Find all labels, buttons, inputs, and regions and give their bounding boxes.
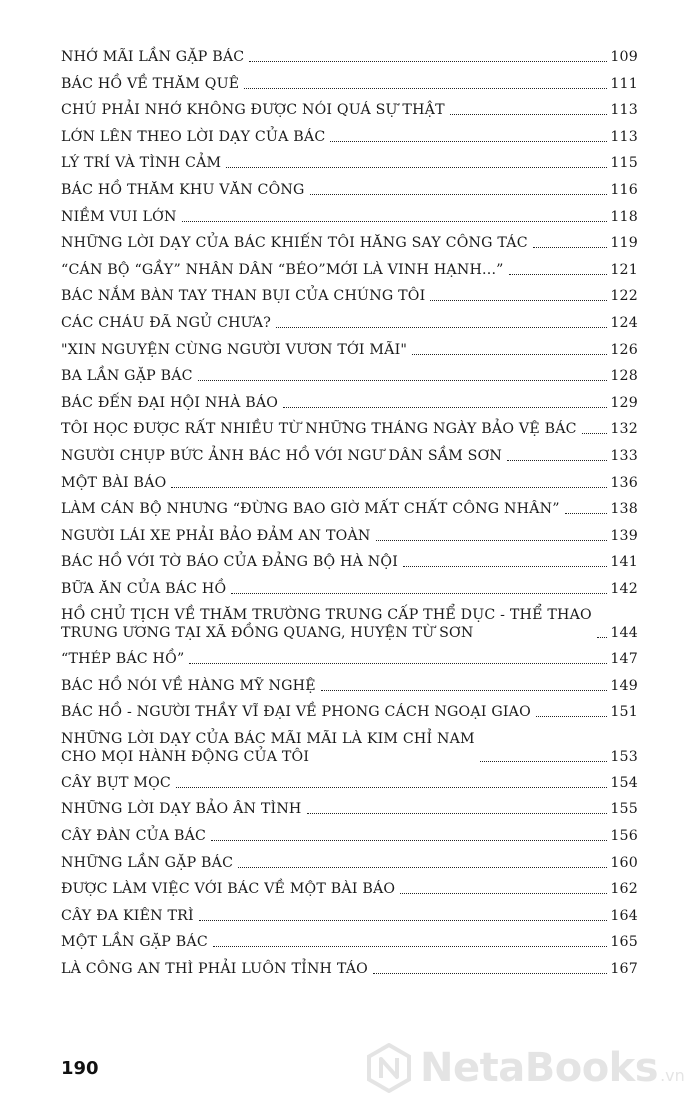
toc-entry-page: 133 <box>610 447 638 464</box>
toc-entry-title: NHỮNG LỜI DẠY CỦA BÁC MÃI MÃI LÀ KIM CHỈ NAM CHO MỌI HÀNH ĐỘNG CỦA TÔI <box>61 731 475 766</box>
toc-dot-leader <box>400 893 607 894</box>
toc-entry <box>61 394 638 412</box>
toc-entry-page: 128 <box>610 368 638 385</box>
toc-dot-leader <box>536 716 607 717</box>
toc-dot-leader <box>238 867 607 868</box>
toc-entry <box>61 730 638 766</box>
toc-entry-title: BÁC HỒ THĂM KHU VĂN CÔNG <box>61 181 305 198</box>
toc-entry-page: 124 <box>610 314 638 331</box>
toc-entry <box>61 208 638 226</box>
toc-entry <box>61 154 638 172</box>
toc-entry <box>61 907 638 925</box>
table-of-contents <box>61 48 638 987</box>
toc-dot-leader <box>565 513 608 514</box>
toc-entry <box>61 527 638 545</box>
toc-dot-leader <box>283 407 607 408</box>
toc-entry-page: 167 <box>610 961 638 977</box>
toc-entry <box>61 553 638 571</box>
toc-entry-title: CÂY ĐA KIÊN TRÌ <box>61 907 194 924</box>
toc-entry-page: 126 <box>610 341 638 358</box>
toc-entry-title: "XIN NGUYỆN CÙNG NGƯỜI VƯƠN TỚI MÃI" <box>61 341 408 358</box>
toc-dot-leader <box>507 460 607 461</box>
toc-entry-title: ĐƯỢC LÀM VIỆC VỚI BÁC VỀ MỘT BÀI BÁO <box>61 881 396 898</box>
toc-entry-page: 139 <box>610 527 638 544</box>
toc-dot-leader <box>450 114 608 115</box>
toc-entry <box>61 650 638 668</box>
toc-entry-title: BA LẦN GẶP BÁC <box>61 368 193 385</box>
toc-entry <box>61 827 638 845</box>
toc-entry-title: CÂY ĐÀN CỦA BÁC <box>61 828 207 845</box>
toc-entry-page: 132 <box>610 421 638 438</box>
toc-dot-leader <box>211 840 607 841</box>
toc-dot-leader <box>213 946 607 947</box>
toc-dot-leader <box>226 167 607 168</box>
toc-entry <box>61 367 638 385</box>
toc-entry-page: 118 <box>610 208 638 225</box>
toc-entry <box>61 933 638 951</box>
toc-entry-title: NHỮNG LẦN GẶP BÁC <box>61 854 234 871</box>
toc-dot-leader <box>276 327 607 328</box>
toc-entry <box>61 75 638 93</box>
toc-dot-leader <box>310 194 608 195</box>
toc-entry-title: BÁC ĐẾN ĐẠI HỘI NHÀ BÁO <box>61 394 279 411</box>
toc-entry-title: BÁC NẮM BÀN TAY THAN BỤI CỦA CHÚNG TÔI <box>61 288 426 305</box>
toc-entry-page: 156 <box>610 828 638 845</box>
toc-entry <box>61 287 638 305</box>
toc-entry-page: 136 <box>610 474 638 491</box>
toc-dot-leader <box>244 88 607 89</box>
toc-dot-leader <box>330 141 607 142</box>
page-number: 190 <box>61 1058 99 1079</box>
toc-entry <box>61 854 638 872</box>
toc-entry <box>61 774 638 792</box>
toc-entry-page: 122 <box>610 288 638 305</box>
toc-dot-leader <box>373 973 607 974</box>
toc-entry-title: NHỮNG LỜI DẠY CỦA BÁC KHIẾN TÔI HĂNG SAY CÔNG TÁC <box>61 235 528 252</box>
toc-entry <box>61 128 638 146</box>
toc-entry-title: BÁC HỒ VỀ THĂM QUÊ <box>61 75 240 92</box>
toc-entry-title: LÀM CÁN BỘ NHƯNG “ĐỪNG BAO GIỜ MẤT CHẤT CÔNG NHÂN” <box>61 501 560 518</box>
toc-entry-title: TÔI HỌC ĐƯỢC RẤT NHIỀU TỪ NHỮNG THÁNG NGÀY BẢO VỆ BÁC <box>61 421 577 438</box>
toc-dot-leader <box>198 380 608 381</box>
toc-dot-leader <box>403 566 607 567</box>
toc-entry-title: LÝ TRÍ VÀ TÌNH CẢM <box>61 155 222 172</box>
toc-entry-title: NGƯỜI LÁI XE PHẢI BẢO ĐẢM AN TOÀN <box>61 527 371 544</box>
toc-entry <box>61 606 638 642</box>
toc-entry-page: 116 <box>610 181 638 198</box>
toc-entry-page: 129 <box>610 394 638 411</box>
toc-dot-leader <box>480 761 608 762</box>
toc-entry <box>61 341 638 359</box>
toc-entry-title: NHỮNG LỜI DẠY BẢO ÂN TÌNH <box>61 801 302 818</box>
toc-entry-page: 109 <box>610 49 638 65</box>
toc-dot-leader <box>582 433 608 434</box>
toc-entry-page: 111 <box>610 75 638 92</box>
toc-entry-title: NIỀM VUI LỚN <box>61 208 177 225</box>
toc-entry-title: CÂY BỤT MỌC <box>61 774 171 791</box>
toc-entry-title: NHỚ MÃI LẦN GẶP BÁC <box>61 49 245 65</box>
toc-entry-title: BỮA ĂN CỦA BÁC HỒ <box>61 580 227 597</box>
toc-entry-title: HỒ CHỦ TỊCH VỀ THĂM TRƯỜNG TRUNG CẤP THỂ DỤC - THỂ THAO TRUNG ƯƠNG TẠI XÃ ĐỒNG QUANG, HUYỆN TỪ SƠN <box>61 607 592 642</box>
toc-entry <box>61 880 638 898</box>
toc-entry <box>61 500 638 518</box>
toc-dot-leader <box>176 787 607 788</box>
toc-entry-page: 151 <box>610 704 638 721</box>
toc-entry-page: 154 <box>610 774 638 791</box>
toc-entry-title: NGƯỜI CHỤP BỨC ẢNH BÁC HỒ VỚI NGƯ DÂN SẦM SƠN <box>61 447 503 464</box>
toc-entry <box>61 261 638 279</box>
toc-dot-leader <box>509 274 608 275</box>
toc-entry-page: 119 <box>610 235 638 252</box>
watermark-brand: NetaBooks <box>420 1045 659 1091</box>
toc-entry-page: 153 <box>610 749 638 766</box>
toc-dot-leader <box>321 690 608 691</box>
toc-entry <box>61 960 638 978</box>
toc-entry-title: BÁC HỒ VỚI TỜ BÁO CỦA ĐẢNG BỘ HÀ NỘI <box>61 554 399 571</box>
toc-dot-leader <box>249 61 607 62</box>
toc-entry-title: MỘT LẦN GẶP BÁC <box>61 934 208 951</box>
watermark-suffix: .vn <box>660 1066 685 1085</box>
toc-entry-page: 144 <box>610 625 638 642</box>
toc-entry <box>61 580 638 598</box>
toc-dot-leader <box>199 920 607 921</box>
toc-entry-page: 113 <box>610 102 638 119</box>
toc-entry <box>61 234 638 252</box>
toc-dot-leader <box>597 637 607 638</box>
toc-entry <box>61 703 638 721</box>
toc-entry-page: 160 <box>610 854 638 871</box>
toc-dot-leader <box>182 221 608 222</box>
toc-entry-title: CHÚ PHẢI NHỚ KHÔNG ĐƯỢC NÓI QUÁ SỰ THẬT <box>61 102 445 119</box>
toc-entry <box>61 800 638 818</box>
toc-dot-leader <box>412 354 607 355</box>
toc-entry-page: 141 <box>610 554 638 571</box>
toc-entry-page: 162 <box>610 881 638 898</box>
toc-entry-page: 121 <box>610 261 638 278</box>
toc-dot-leader <box>430 300 607 301</box>
toc-entry-title: BÁC HỒ NÓI VỀ HÀNG MỸ NGHỆ <box>61 677 316 694</box>
toc-entry-title: “THÉP BÁC HỒ” <box>61 651 185 668</box>
toc-entry <box>61 677 638 695</box>
toc-entry-title: BÁC HỒ - NGƯỜI THẦY VĨ ĐẠI VỀ PHONG CÁCH NGOẠI GIAO <box>61 704 531 721</box>
toc-entry <box>61 314 638 332</box>
toc-entry <box>61 474 638 492</box>
toc-dot-leader <box>307 813 608 814</box>
netabooks-logo-icon <box>366 1043 412 1093</box>
toc-entry-page: 164 <box>610 907 638 924</box>
toc-entry-page: 165 <box>610 934 638 951</box>
toc-dot-leader <box>171 487 607 488</box>
toc-entry-page: 113 <box>610 128 638 145</box>
toc-entry-page: 142 <box>610 580 638 597</box>
toc-entry-page: 155 <box>610 801 638 818</box>
toc-dot-leader <box>376 540 608 541</box>
watermark <box>366 1043 685 1093</box>
toc-entry <box>61 181 638 199</box>
toc-entry-page: 115 <box>610 155 638 172</box>
toc-entry-page: 149 <box>610 677 638 694</box>
toc-entry-title: CÁC CHÁU ĐÃ NGỦ CHƯA? <box>61 314 272 331</box>
toc-entry <box>61 48 638 66</box>
toc-entry-page: 138 <box>610 501 638 518</box>
toc-entry-title: MỘT BÀI BÁO <box>61 474 167 491</box>
toc-entry <box>61 420 638 438</box>
toc-dot-leader <box>189 663 607 664</box>
toc-dot-leader <box>231 593 607 594</box>
toc-entry <box>61 447 638 465</box>
toc-entry-title: LỚN LÊN THEO LỜI DẠY CỦA BÁC <box>61 128 326 145</box>
toc-dot-leader <box>533 247 608 248</box>
toc-entry <box>61 101 638 119</box>
toc-entry-title: LÀ CÔNG AN THÌ PHẢI LUÔN TỈNH TÁO <box>61 961 369 977</box>
toc-entry-title: “CÁN BỘ “GẦY” NHÂN DÂN “BÉO”MỚI LÀ VINH HẠNH...” <box>61 261 504 278</box>
toc-entry-page: 147 <box>610 651 638 668</box>
